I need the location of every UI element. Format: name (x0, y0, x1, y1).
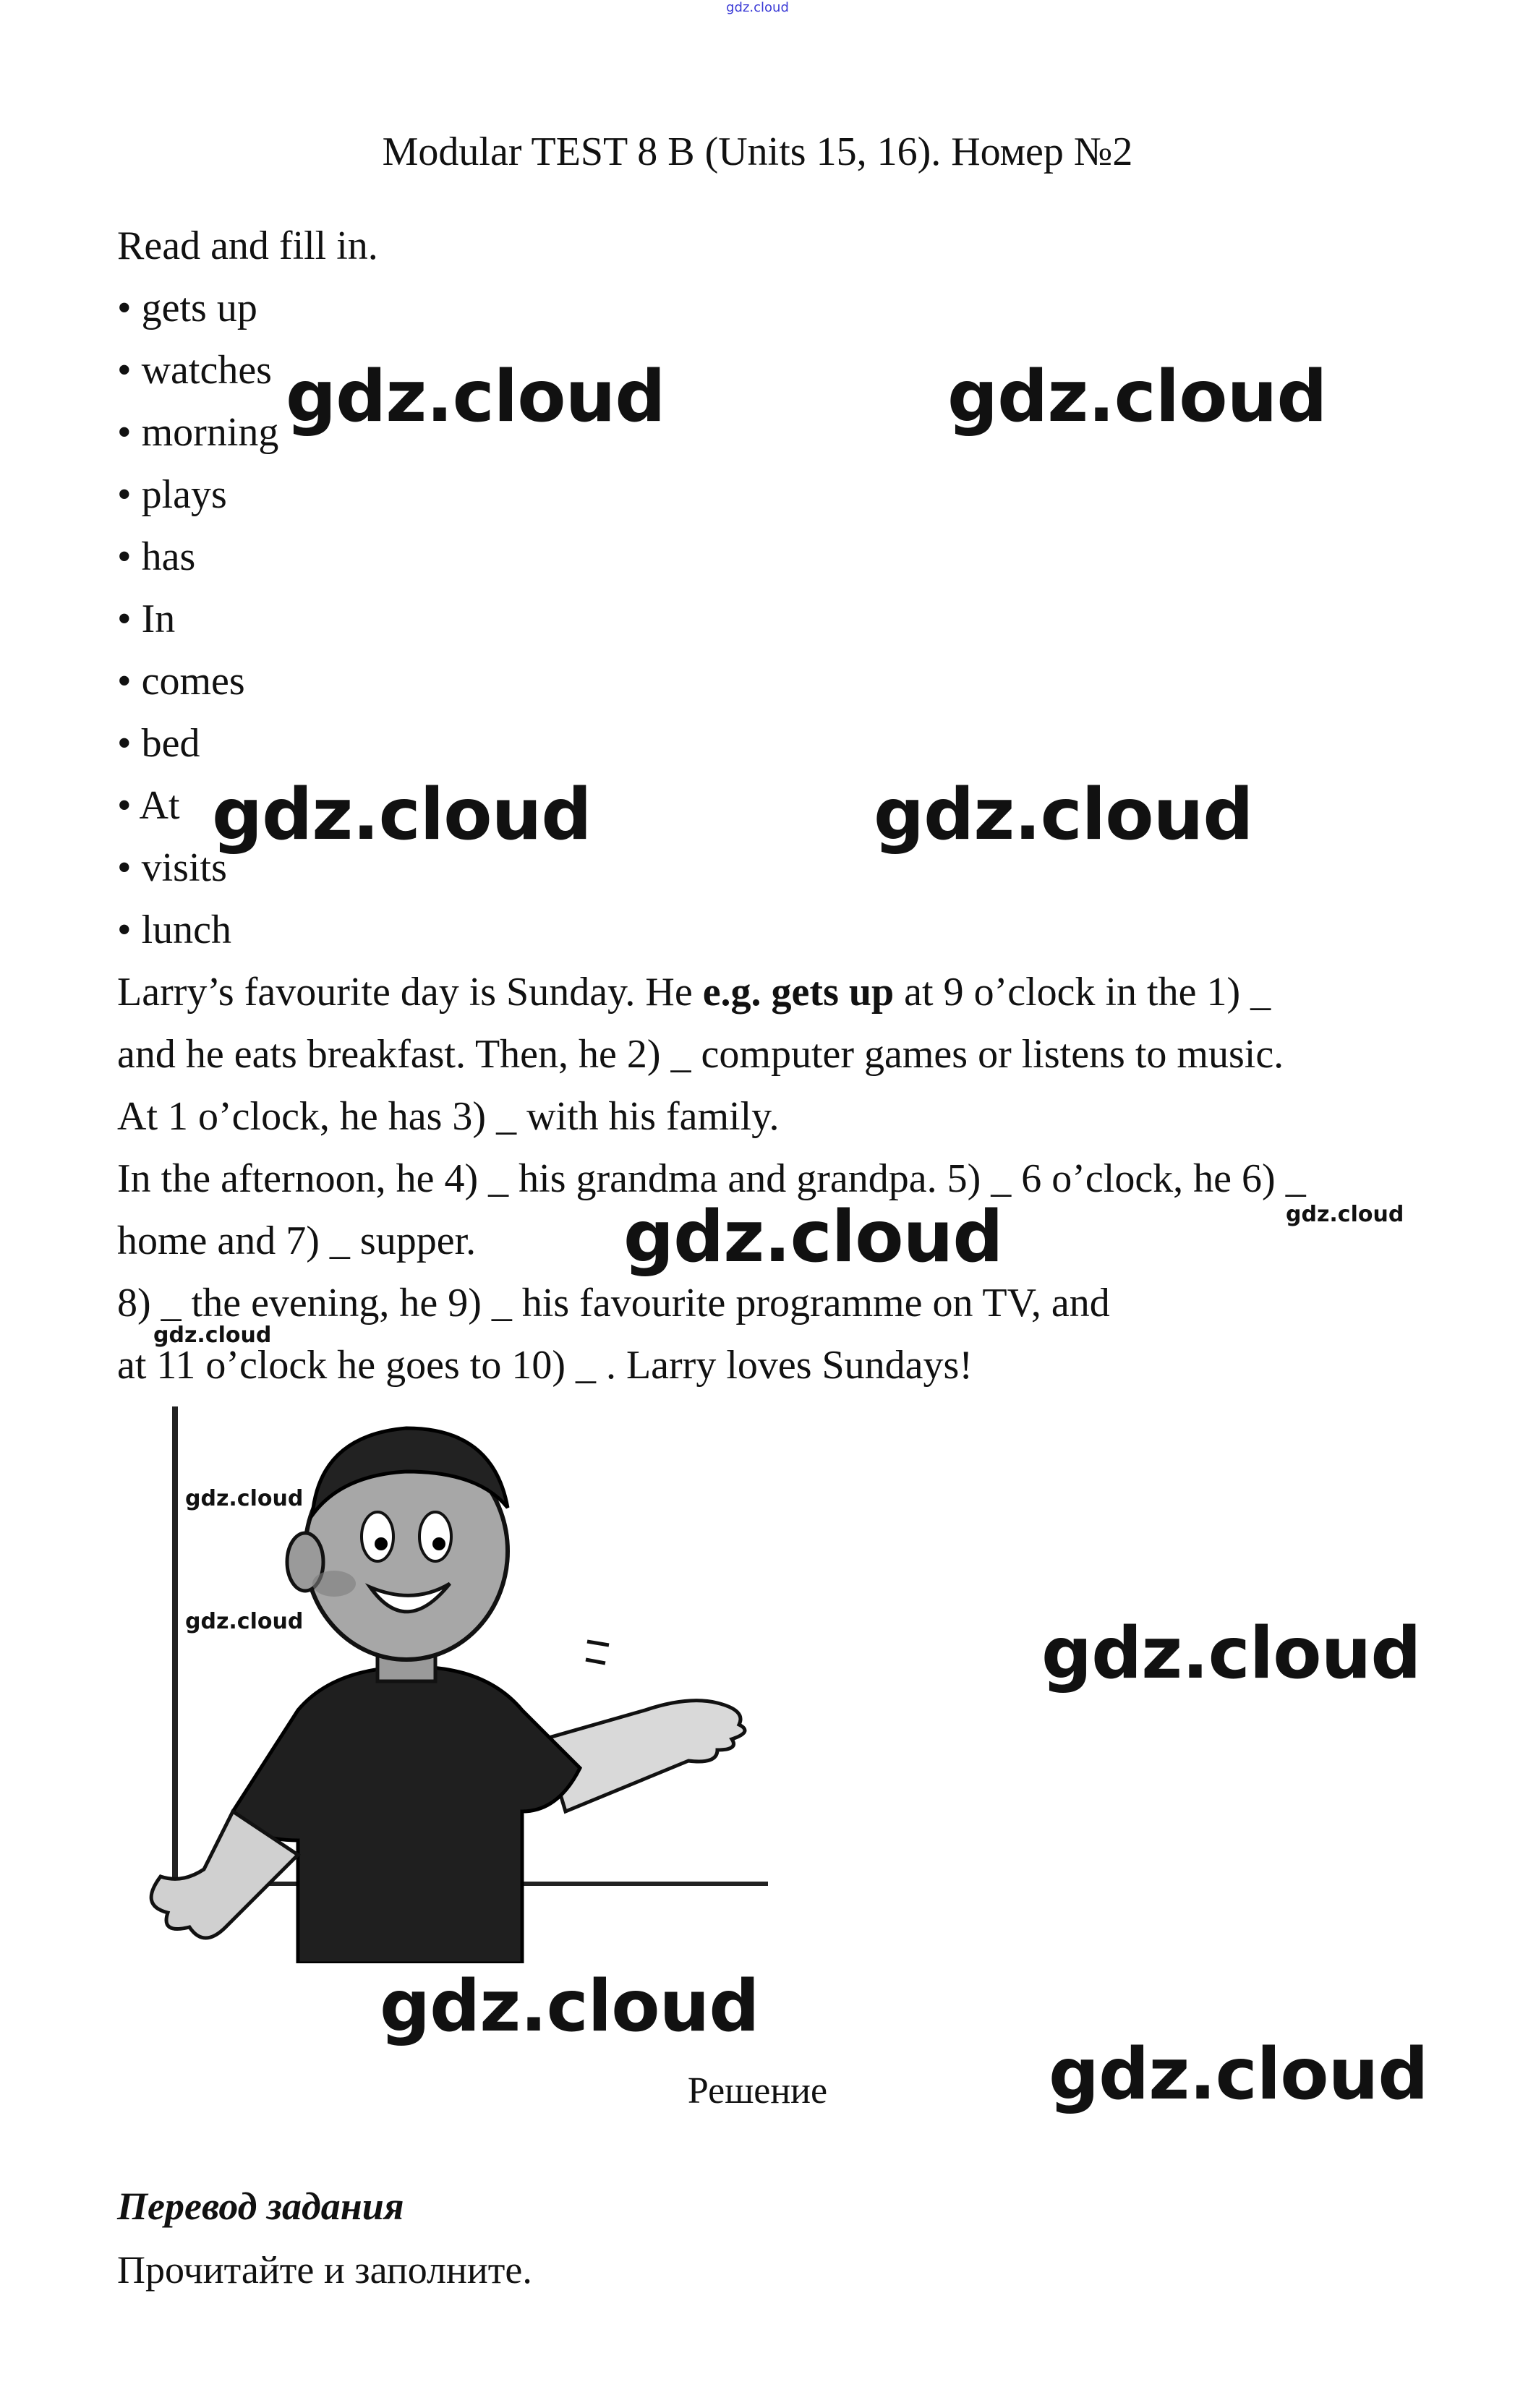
bullet: • (117, 534, 132, 579)
solution-label: Решение (687, 2070, 828, 2112)
text-line: at 11 o’clock he goes to 10) _ . Larry loves Sundays! (117, 1343, 973, 1388)
text-span: at 9 o’clock in the 1) _ (894, 970, 1271, 1015)
text-line: At 1 o’clock, he has 3) _ with his family. (117, 1094, 780, 1139)
translation-heading: Перевод задания (117, 2185, 404, 2228)
word-item (117, 723, 200, 764)
word-text: plays (141, 472, 227, 517)
word-item (117, 845, 227, 890)
bullet: • (117, 410, 132, 455)
text-line (117, 970, 1271, 1015)
watermark: gdz.cloud (947, 356, 1327, 438)
word-item (117, 785, 180, 826)
watermark: gdz.cloud (874, 774, 1253, 856)
bullet: • (117, 845, 132, 890)
instruction: Read and fill in. (117, 223, 378, 268)
word-item (117, 474, 227, 515)
bullet: • (117, 908, 132, 952)
bullet: • (117, 348, 132, 393)
watermark: gdz.cloud (1041, 1613, 1421, 1695)
word-text: watches (141, 348, 272, 393)
text-line: In the afternoon, he 4) _ his grandma and grandpa. 5) _ 6 o’clock, he 6) _ (117, 1156, 1306, 1201)
watermark: gdz.cloud (1049, 2033, 1428, 2116)
watermark: gdz.cloud (380, 1965, 759, 2048)
word-text: gets up (141, 286, 257, 330)
word-text: bed (141, 721, 200, 766)
word-item (117, 599, 175, 639)
text-line: home and 7) _ supper. (117, 1218, 477, 1263)
translation-text: Прочитайте и заполните. (117, 2248, 532, 2292)
bullet: • (117, 783, 132, 828)
word-item (117, 348, 272, 393)
example-answer: e.g. gets up (702, 970, 895, 1015)
word-item (117, 288, 257, 328)
text-line: and he eats breakfast. Then, he 2) _ computer games or listens to music. (117, 1032, 1284, 1077)
word-item (117, 910, 231, 950)
watermark: gdz.cloud (185, 1486, 304, 1511)
word-item (117, 659, 245, 704)
watermark: gdz.cloud (1286, 1202, 1404, 1227)
watermark: gdz.cloud (185, 1609, 304, 1634)
word-text: visits (141, 845, 227, 890)
word-text: comes (141, 659, 245, 704)
word-item (117, 412, 278, 453)
word-item (117, 534, 196, 579)
watermark: gdz.cloud (286, 356, 665, 438)
word-text: At (139, 783, 180, 828)
text-line: 8) _ the evening, he 9) _ his favourite programme on TV, and (117, 1281, 1110, 1325)
bullet: • (117, 597, 132, 641)
top-watermark: gdz.cloud (726, 0, 789, 15)
watermark: gdz.cloud (623, 1196, 1003, 1278)
page-title: Modular TEST 8 B (Units 15, 16). Номер №2 (382, 129, 1133, 174)
word-text: lunch (141, 908, 232, 952)
bullet: • (117, 472, 132, 517)
watermark: gdz.cloud (153, 1323, 272, 1348)
bullet: • (117, 286, 132, 330)
word-text: has (141, 534, 196, 579)
watermark: gdz.cloud (212, 774, 592, 856)
bullet: • (117, 721, 132, 766)
bullet: • (117, 659, 132, 704)
word-text: In (141, 597, 176, 641)
text-span: Larry’s favourite day is Sunday. He (117, 970, 703, 1015)
word-text: morning (141, 410, 279, 455)
